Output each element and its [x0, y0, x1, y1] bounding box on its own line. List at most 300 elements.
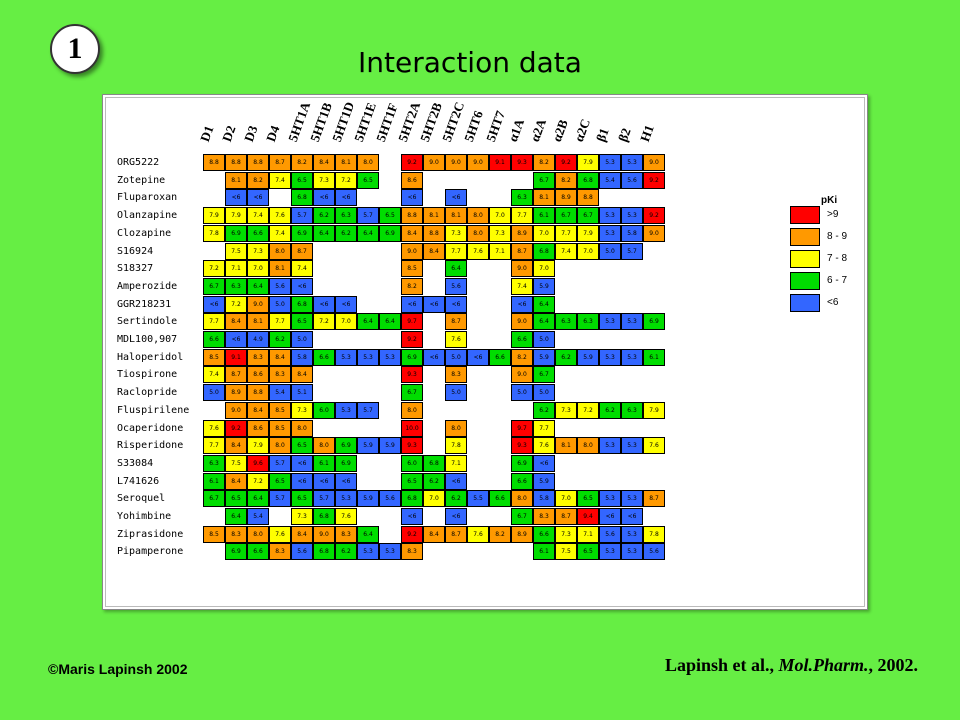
pki-cell: 8.2 [291, 154, 313, 171]
pki-cell: 8.9 [225, 384, 247, 401]
pki-cell: 6.3 [203, 455, 225, 472]
pki-cell: 6.8 [291, 296, 313, 313]
pki-cell: 6.9 [511, 455, 533, 472]
pki-cell: <6 [335, 473, 357, 490]
pki-cell: <6 [291, 455, 313, 472]
pki-cell: 5.3 [335, 490, 357, 507]
pki-cell: 7.0 [577, 243, 599, 260]
pki-cell: 5.0 [533, 384, 555, 401]
pki-cell: 8.1 [335, 154, 357, 171]
pki-cell: 6.9 [225, 543, 247, 560]
legend-label: 8 - 9 [827, 231, 848, 242]
pki-cell: 6.5 [291, 313, 313, 330]
pki-cell: 8.4 [401, 225, 423, 242]
pki-cell: 6.6 [533, 526, 555, 543]
citation-year: , 2002. [868, 655, 918, 675]
pki-cell: 9.1 [489, 154, 511, 171]
pki-cell: 7.9 [577, 154, 599, 171]
pki-cell: 5.3 [599, 490, 621, 507]
drug-name: Seroquel [117, 493, 166, 505]
pki-cell: 7.5 [225, 243, 247, 260]
pki-cell: 6.2 [313, 207, 335, 224]
legend-label: <6 [827, 297, 839, 308]
pki-cell: 8.0 [401, 402, 423, 419]
pki-cell: 8.3 [269, 543, 291, 560]
pki-cell: 4.9 [247, 331, 269, 348]
pki-cell: 9.0 [511, 366, 533, 383]
pki-cell: 6.9 [291, 225, 313, 242]
pki-cell: 5.5 [467, 490, 489, 507]
pki-cell: 8.8 [423, 225, 445, 242]
pki-cell: 7.3 [291, 402, 313, 419]
drug-name: S33084 [117, 457, 154, 469]
pki-cell: 6.4 [445, 260, 467, 277]
pki-cell: 8.6 [247, 420, 269, 437]
pki-cell: 7.6 [467, 243, 489, 260]
pki-cell: 6.4 [225, 508, 247, 525]
pki-cell: 8.2 [555, 172, 577, 189]
pki-cell: 6.4 [379, 313, 401, 330]
pki-cell: 8.7 [225, 366, 247, 383]
pki-cell: 5.7 [313, 490, 335, 507]
pki-cell: 6.0 [401, 455, 423, 472]
pki-cell: 6.2 [445, 490, 467, 507]
pki-cell: 6.6 [247, 543, 269, 560]
pki-cell: 5.0 [203, 384, 225, 401]
pki-cell: 8.7 [511, 243, 533, 260]
pki-cell: 9.4 [577, 508, 599, 525]
pki-cell: 5.3 [379, 349, 401, 366]
drug-name: S18327 [117, 263, 154, 275]
pki-cell: 9.2 [643, 207, 665, 224]
column-header-label: α1A [504, 116, 527, 144]
pki-cell: 6.6 [489, 490, 511, 507]
pki-cell: 8.5 [401, 260, 423, 277]
pki-cell: 6.0 [313, 402, 335, 419]
pki-cell: 8.4 [247, 402, 269, 419]
pki-cell: <6 [621, 508, 643, 525]
pki-cell: 6.4 [533, 296, 555, 313]
pki-cell: 8.5 [269, 402, 291, 419]
pki-cell: 7.7 [203, 313, 225, 330]
pki-cell: 5.9 [357, 490, 379, 507]
citation-authors: Lapinsh et al., [664, 655, 779, 675]
pki-cell: 6.4 [533, 313, 555, 330]
pki-cell: 8.8 [577, 189, 599, 206]
pki-cell: 8.9 [555, 189, 577, 206]
pki-cell: <6 [445, 508, 467, 525]
pki-cell: 8.8 [247, 154, 269, 171]
pki-cell: 9.0 [445, 154, 467, 171]
pki-cell: 7.2 [203, 260, 225, 277]
pki-cell: 5.7 [269, 490, 291, 507]
pki-cell: 7.7 [555, 225, 577, 242]
pki-cell: 6.9 [643, 313, 665, 330]
pki-cell: 8.1 [533, 189, 555, 206]
column-header-label: α2C [570, 116, 593, 144]
pki-cell: 5.3 [621, 154, 643, 171]
pki-cell: 5.3 [599, 154, 621, 171]
pki-cell: 8.1 [423, 207, 445, 224]
pki-cell: 6.5 [291, 437, 313, 454]
pki-cell: 8.7 [643, 490, 665, 507]
pki-cell: 9.0 [643, 154, 665, 171]
pki-cell: 6.9 [225, 225, 247, 242]
column-header-label: D4 [262, 123, 283, 144]
pki-cell: 5.3 [335, 349, 357, 366]
pki-cell: 5.3 [621, 313, 643, 330]
page-title: Interaction data [358, 46, 582, 79]
pki-cell: 7.7 [203, 437, 225, 454]
pki-cell: 6.4 [357, 225, 379, 242]
pki-cell: 7.3 [445, 225, 467, 242]
column-header-label: 5HT6 [460, 108, 486, 144]
pki-cell: 5.3 [599, 313, 621, 330]
column-header-label: 5HT2C [438, 99, 468, 144]
pki-cell: <6 [511, 296, 533, 313]
pki-cell: 7.6 [269, 207, 291, 224]
pki-cell: 6.2 [599, 402, 621, 419]
pki-cell: 8.8 [247, 384, 269, 401]
legend-label: 7 - 8 [827, 253, 848, 264]
pki-cell: 5.6 [643, 543, 665, 560]
pki-cell: 6.1 [313, 455, 335, 472]
pki-cell: 9.3 [401, 366, 423, 383]
pki-cell: 7.3 [489, 225, 511, 242]
pki-cell: 7.4 [269, 172, 291, 189]
pki-cell: 8.3 [445, 366, 467, 383]
pki-cell: 6.5 [577, 490, 599, 507]
pki-cell: 5.0 [445, 384, 467, 401]
pki-cell: 5.7 [269, 455, 291, 472]
pki-cell: 6.3 [511, 189, 533, 206]
pki-cell: 8.5 [203, 526, 225, 543]
pki-cell: 7.2 [577, 402, 599, 419]
legend-swatch [790, 228, 820, 246]
pki-cell: 9.3 [401, 437, 423, 454]
legend-swatch [790, 272, 820, 290]
pki-cell: 9.3 [511, 154, 533, 171]
pki-cell: 7.1 [445, 455, 467, 472]
pki-cell: 5.9 [533, 473, 555, 490]
pki-cell: 8.4 [291, 366, 313, 383]
pki-cell: 8.0 [467, 207, 489, 224]
pki-cell: 6.3 [225, 278, 247, 295]
pki-cell: <6 [247, 189, 269, 206]
pki-cell: 8.1 [445, 207, 467, 224]
pki-cell: 5.0 [599, 243, 621, 260]
pki-cell: 8.8 [401, 207, 423, 224]
pki-cell: <6 [335, 296, 357, 313]
drug-name: Ziprasidone [117, 528, 184, 540]
pki-cell: 7.9 [203, 207, 225, 224]
pki-cell: 7.6 [445, 331, 467, 348]
column-header-label: 5HT2A [394, 99, 424, 144]
pki-cell: 6.6 [313, 349, 335, 366]
pki-cell: 7.3 [555, 402, 577, 419]
drug-name: Zotepine [117, 174, 166, 186]
pki-cell: 8.3 [533, 508, 555, 525]
drug-name: Sertindole [117, 316, 178, 328]
pki-cell: <6 [313, 296, 335, 313]
pki-cell: 7.6 [203, 420, 225, 437]
pki-cell: <6 [291, 473, 313, 490]
pki-cell: 5.6 [269, 278, 291, 295]
pki-cell: 7.2 [335, 172, 357, 189]
legend-label: >9 [827, 209, 839, 220]
pki-cell: 6.2 [555, 349, 577, 366]
pki-cell: 6.3 [577, 313, 599, 330]
drug-name: Raclopride [117, 387, 178, 399]
pki-cell: 5.9 [533, 278, 555, 295]
pki-cell: 6.5 [291, 172, 313, 189]
pki-cell: 6.7 [533, 366, 555, 383]
pki-cell: <6 [467, 349, 489, 366]
column-header-label: β1 [592, 125, 612, 144]
pki-cell: 6.1 [643, 349, 665, 366]
pki-cell: 6.9 [335, 455, 357, 472]
pki-cell: 6.7 [401, 384, 423, 401]
pki-cell: 8.1 [225, 172, 247, 189]
pki-cell: 8.7 [291, 243, 313, 260]
pki-cell: 5.8 [621, 225, 643, 242]
pki-cell: <6 [423, 349, 445, 366]
pki-cell: 8.0 [269, 243, 291, 260]
pki-cell: 6.4 [247, 490, 269, 507]
pki-cell: 7.7 [445, 243, 467, 260]
pki-cell: 5.6 [445, 278, 467, 295]
pki-cell: 6.6 [511, 473, 533, 490]
pki-cell: 6.7 [511, 508, 533, 525]
pki-cell: 7.0 [423, 490, 445, 507]
pki-cell: <6 [313, 189, 335, 206]
pki-cell: 5.6 [599, 526, 621, 543]
pki-cell: 5.3 [357, 349, 379, 366]
pki-cell: 6.7 [203, 278, 225, 295]
pki-cell: 8.0 [247, 526, 269, 543]
column-header-label: 5HT1B [306, 100, 335, 144]
pki-cell: 8.3 [335, 526, 357, 543]
pki-cell: <6 [401, 508, 423, 525]
pki-cell: 8.3 [247, 349, 269, 366]
pki-cell: 5.4 [269, 384, 291, 401]
pki-cell: 8.4 [313, 154, 335, 171]
pki-cell: 5.7 [621, 243, 643, 260]
pki-cell: 8.1 [555, 437, 577, 454]
drug-name: GGR218231 [117, 298, 172, 310]
pki-cell: 8.2 [511, 349, 533, 366]
column-header-label: 5HT2B [416, 100, 445, 144]
pki-cell: 9.2 [401, 154, 423, 171]
pki-cell: 6.4 [247, 278, 269, 295]
pki-cell: 7.0 [247, 260, 269, 277]
pki-cell: 5.3 [599, 207, 621, 224]
pki-cell: 6.2 [335, 225, 357, 242]
pki-cell: 9.2 [555, 154, 577, 171]
pki-cell: 8.0 [445, 420, 467, 437]
pki-cell: 8.2 [533, 154, 555, 171]
pki-cell: 8.4 [225, 473, 247, 490]
pki-cell: 6.5 [577, 543, 599, 560]
pki-cell: 7.0 [533, 260, 555, 277]
pki-cell: 7.4 [511, 278, 533, 295]
pki-cell: 9.1 [225, 349, 247, 366]
pki-cell: 7.8 [445, 437, 467, 454]
pki-cell: 5.3 [357, 543, 379, 560]
pki-cell: 6.2 [269, 331, 291, 348]
pki-cell: 6.6 [511, 331, 533, 348]
pki-cell: 5.3 [599, 349, 621, 366]
pki-cell: 6.7 [533, 172, 555, 189]
column-header-label: D2 [218, 123, 239, 144]
pki-cell: 6.2 [335, 543, 357, 560]
drug-name: Fluparoxan [117, 192, 178, 204]
column-header-label: 5HT1A [284, 99, 314, 144]
pki-cell: 5.0 [291, 331, 313, 348]
pki-cell: 5.0 [445, 349, 467, 366]
pki-cell: 5.3 [599, 437, 621, 454]
pki-cell: <6 [401, 296, 423, 313]
pki-cell: 6.7 [577, 207, 599, 224]
copyright-note: ©Maris Lapinsh 2002 [48, 661, 188, 677]
pki-cell: 8.5 [203, 349, 225, 366]
pki-cell: 7.1 [489, 243, 511, 260]
pki-cell: 7.5 [555, 543, 577, 560]
pki-cell: 6.3 [555, 313, 577, 330]
pki-cell: 7.2 [225, 296, 247, 313]
pki-cell: 8.8 [225, 154, 247, 171]
pki-cell: 10.0 [401, 420, 423, 437]
drug-name: Fluspirilene [117, 404, 190, 416]
pki-cell: 8.4 [225, 437, 247, 454]
pki-cell: 9.0 [643, 225, 665, 242]
pki-cell: 7.1 [225, 260, 247, 277]
pki-cell: 6.7 [203, 490, 225, 507]
column-header-label: 5HT7 [482, 108, 508, 144]
pki-cell: 9.0 [511, 313, 533, 330]
pki-cell: 8.0 [291, 420, 313, 437]
pki-cell: 8.0 [511, 490, 533, 507]
pki-cell: 8.6 [247, 366, 269, 383]
pki-cell: 7.5 [225, 455, 247, 472]
drug-name: Olanzapine [117, 210, 178, 222]
pki-cell: 9.0 [247, 296, 269, 313]
pki-cell: 6.8 [313, 508, 335, 525]
pki-cell: 8.7 [269, 154, 291, 171]
pki-cell: 5.0 [511, 384, 533, 401]
pki-cell: 7.2 [247, 473, 269, 490]
pki-cell: 5.3 [621, 526, 643, 543]
pki-cell: 6.4 [357, 526, 379, 543]
pki-cell: 8.0 [313, 437, 335, 454]
pki-cell: 6.5 [291, 490, 313, 507]
pki-cell: 8.0 [467, 225, 489, 242]
pki-cell: 7.6 [269, 526, 291, 543]
pki-cell: 6.8 [577, 172, 599, 189]
pki-cell: 5.6 [291, 543, 313, 560]
drug-name: L741626 [117, 475, 160, 487]
pki-cell: 9.2 [225, 420, 247, 437]
drug-name: MDL100,907 [117, 334, 178, 345]
pki-cell: 7.7 [533, 420, 555, 437]
pki-cell: 8.4 [423, 526, 445, 543]
pki-cell: 5.9 [357, 437, 379, 454]
pki-cell: 6.8 [313, 543, 335, 560]
column-header-label: β2 [614, 125, 634, 144]
pki-cell: 5.3 [621, 207, 643, 224]
page-number: 1 [67, 32, 83, 65]
column-header-label: 5HT1F [372, 101, 401, 144]
pki-cell: <6 [225, 331, 247, 348]
pki-cell: <6 [313, 473, 335, 490]
drug-name: Tiospirone [117, 369, 178, 381]
pki-cell: 6.4 [357, 313, 379, 330]
drug-name: Pipamperone [117, 546, 184, 558]
pki-cell: 8.0 [577, 437, 599, 454]
legend-swatch [790, 206, 820, 224]
pki-cell: 8.5 [269, 420, 291, 437]
drug-name: S16924 [117, 245, 154, 257]
pki-cell: 7.0 [533, 225, 555, 242]
pki-cell: 7.4 [291, 260, 313, 277]
pki-cell: 5.7 [291, 207, 313, 224]
pki-cell: 8.7 [445, 526, 467, 543]
pki-cell: 9.2 [401, 526, 423, 543]
pki-cell: 9.6 [247, 455, 269, 472]
pki-cell: 6.6 [203, 331, 225, 348]
pki-cell: 8.1 [269, 260, 291, 277]
pki-cell: 9.2 [643, 172, 665, 189]
pki-cell: 7.4 [247, 207, 269, 224]
pki-cell: 6.4 [313, 225, 335, 242]
pki-cell: <6 [445, 473, 467, 490]
pki-cell: <6 [291, 278, 313, 295]
pki-cell: 8.1 [247, 313, 269, 330]
pki-cell: <6 [203, 296, 225, 313]
pki-cell: 6.5 [379, 207, 401, 224]
pki-cell: <6 [335, 189, 357, 206]
pki-cell: 8.0 [269, 437, 291, 454]
pki-cell: 7.4 [269, 225, 291, 242]
pki-cell: 8.4 [225, 313, 247, 330]
pki-cell: 6.8 [423, 455, 445, 472]
pki-cell: <6 [599, 508, 621, 525]
pki-cell: 6.6 [247, 225, 269, 242]
pki-cell: 8.4 [423, 243, 445, 260]
pki-cell: 9.2 [401, 331, 423, 348]
pki-cell: 8.2 [489, 526, 511, 543]
column-header [636, 122, 662, 144]
pki-cell: 7.3 [313, 172, 335, 189]
pki-cell: 7.4 [555, 243, 577, 260]
pki-cell: 8.0 [357, 154, 379, 171]
pki-cell: 5.7 [357, 402, 379, 419]
pki-cell: 7.1 [577, 526, 599, 543]
pki-cell: 7.4 [203, 366, 225, 383]
drug-name: Ocaperidone [117, 422, 184, 434]
legend-label: 6 - 7 [827, 275, 848, 286]
pki-cell: 8.8 [203, 154, 225, 171]
pki-cell: 7.0 [489, 207, 511, 224]
pki-cell: 9.0 [225, 402, 247, 419]
column-header-label: 5HT1D [328, 99, 358, 144]
pki-cell: 8.4 [269, 349, 291, 366]
pki-cell: 8.7 [555, 508, 577, 525]
pki-cell: 8.4 [291, 526, 313, 543]
pki-cell: 9.0 [467, 154, 489, 171]
drug-name: Clozapine [117, 227, 172, 239]
pki-cell: 5.3 [621, 543, 643, 560]
